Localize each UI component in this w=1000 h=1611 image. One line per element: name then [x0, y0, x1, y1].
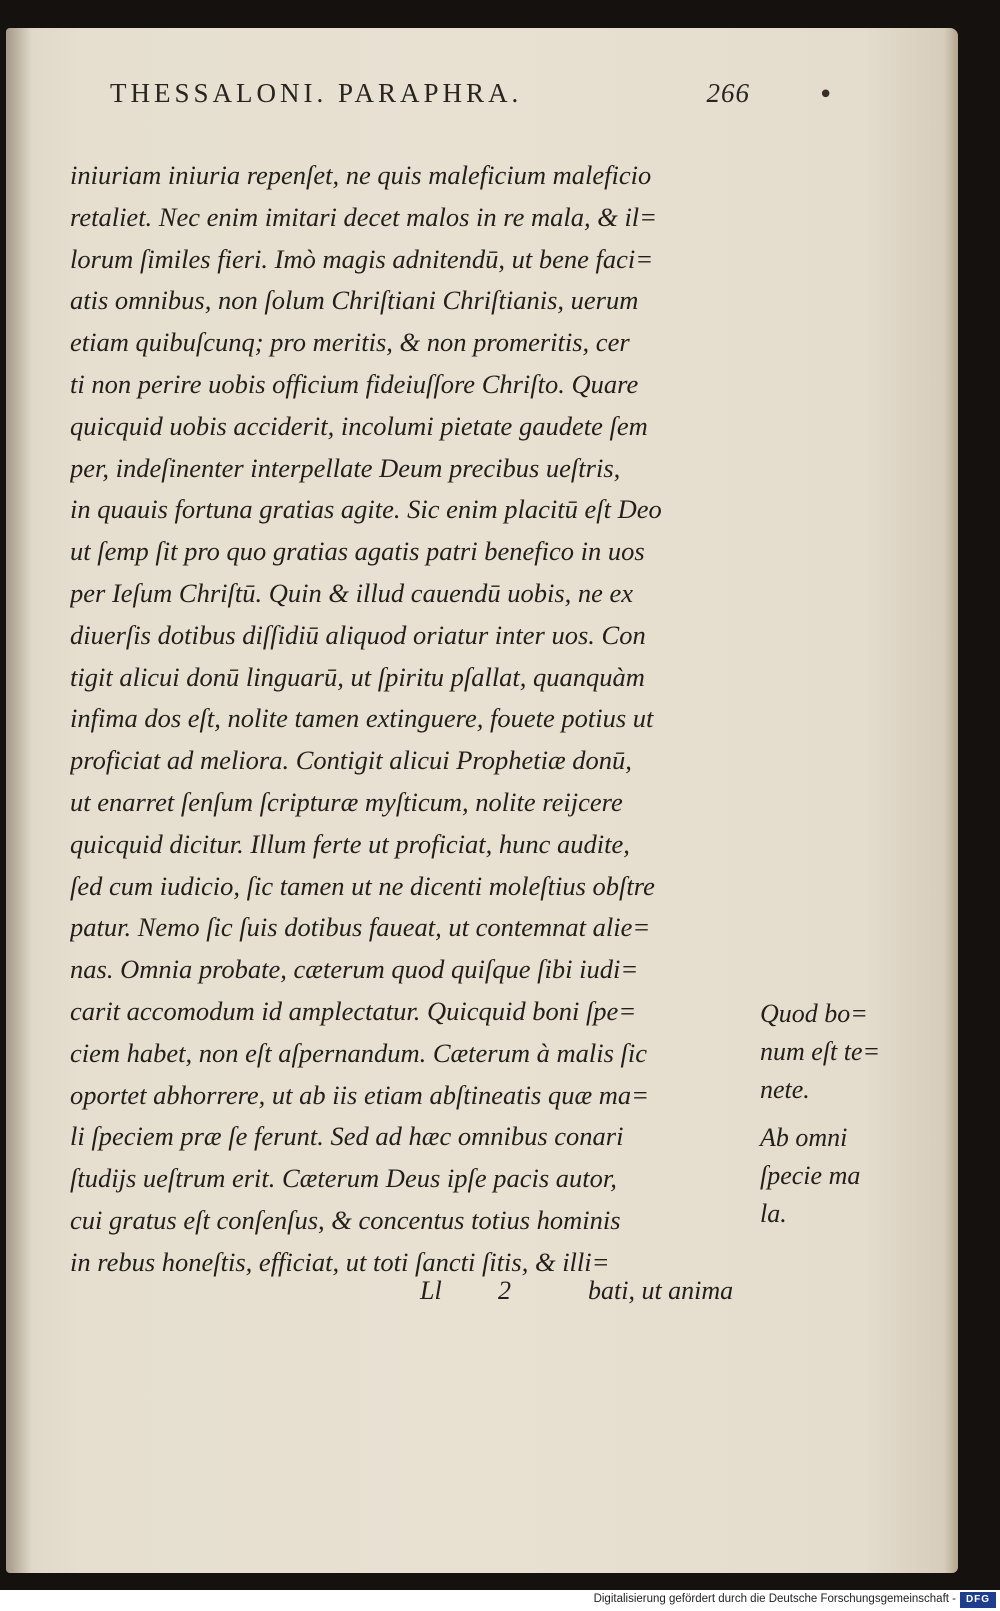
signature-number: 2: [498, 1276, 511, 1305]
running-title: THESSALONI. PARAPHRA.: [110, 78, 523, 108]
spine-shadow: [6, 28, 32, 1573]
text-line: nas. Omnia probate, cæterum quod quiſque ſibi iudi=: [70, 954, 639, 985]
margin-notes: [760, 995, 910, 1233]
text-line: oportet abhorrere, ut ab iis etiam abſtineatis quæ ma=: [70, 1079, 650, 1110]
signature-letters: Ll: [420, 1276, 442, 1305]
dfg-logo: DFG: [960, 1592, 996, 1608]
text-line: ſed cum iudicio, ſic tamen ut ne dicenti moleſtius obſtre: [70, 870, 655, 901]
text-line: atis omnibus, non ſolum Chriſtiani Chriſtianis, uerum: [70, 285, 639, 316]
text-line: carit accomodum id amplectatur. Quicquid boni ſpe=: [70, 995, 637, 1026]
text-line: li ſpeciem præ ſe ferunt. Sed ad hæc omnibus conari: [70, 1121, 624, 1152]
text-line: retaliet. Nec enim imitari decet malos in re mala, & il=: [70, 201, 658, 232]
text-line: proficiat ad meliora. Contigit alicui Prophetiæ donū,: [70, 745, 632, 776]
margin-note-line: Quod bo=: [760, 999, 868, 1028]
catchword: bati, ut anima: [588, 1276, 734, 1305]
text-line: per, indeſinenter interpellate Deum precibus ueſtris,: [70, 452, 621, 483]
text-line: ut ſemp ſit pro quo gratias agatis patri benefico in uos: [70, 536, 645, 567]
text-line: iniuriam iniuria repenſet, ne quis maleficium maleficio: [70, 160, 652, 190]
margin-note-line: num eſt te=: [760, 1037, 881, 1066]
page-edge: [944, 28, 958, 1573]
margin-note-line: nete.: [760, 1075, 810, 1104]
text-line: infima dos eſt, nolite tamen extinguere, fouete potius ut: [70, 703, 654, 734]
funding-credit: Digitalisierung gefördert durch die Deutsche Forschungsgemeinschaft -: [593, 1593, 956, 1605]
text-line: diuerſis dotibus diſſidiū aliquod oriatur inter uos. Con: [70, 619, 646, 650]
folio-number: 266: [706, 78, 750, 108]
margin-note-line: ſpecie ma: [760, 1161, 861, 1190]
margin-note-line: Ab omni: [760, 1123, 848, 1152]
ornament-dot: •: [818, 80, 834, 110]
text-line: quicquid uobis acciderit, incolumi pietate gaudete ſem: [70, 410, 648, 441]
text-line: cui gratus eſt conſenſus, & concentus totius hominis: [70, 1204, 621, 1235]
main-text-block: [70, 155, 750, 1284]
margin-note-line: la.: [760, 1199, 787, 1228]
text-line: ſtudijs ueſtrum erit. Cæterum Deus ipſe pacis autor,: [70, 1163, 617, 1194]
text-line: patur. Nemo ſic ſuis dotibus faueat, ut contemnat alie=: [70, 912, 651, 943]
text-line: per Ieſum Chriſtū. Quin & illud cauendū uobis, ne ex: [70, 577, 634, 608]
text-line: ciem habet, non eſt aſpernandum. Cæterum à malis ſic: [70, 1037, 648, 1068]
text-line: tigit alicui donū linguarū, ut ſpiritu pſallat, quanquàm: [70, 661, 645, 692]
text-line: quicquid dicitur. Illum ferte ut proficiat, hunc audite,: [70, 828, 630, 859]
text-line: etiam quibuſcunq; pro meritis, & non promeritis, cer: [70, 327, 630, 358]
text-line: in quauis fortuna gratias agite. Sic enim placitū eſt Deo: [70, 494, 662, 525]
text-line: in rebus honeſtis, efficiat, ut toti ſancti ſitis, & illi=: [70, 1246, 610, 1277]
running-header: [110, 78, 750, 118]
footer-bar: [0, 1590, 1000, 1611]
text-line: ti non perire uobis officium fideiuſſore Chriſto. Quare: [70, 368, 639, 399]
text-line: ut enarret ſenſum ſcripturæ myſticum, nolite reijcere: [70, 786, 623, 817]
text-line: lorum ſimiles fieri. Imò magis adnitendū, ut bene faci=: [70, 243, 654, 274]
